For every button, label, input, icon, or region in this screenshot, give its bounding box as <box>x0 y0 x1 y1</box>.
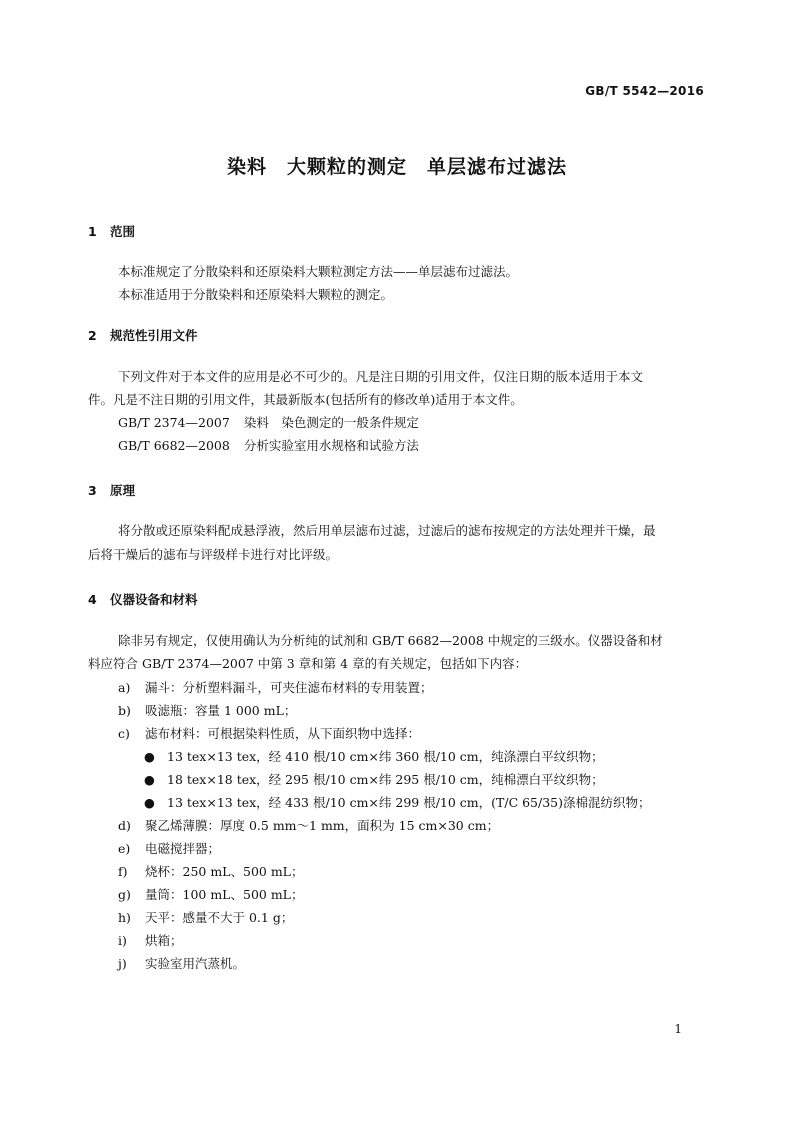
section-3-line-2: 后将干燥后的滤布与评级样卡进行对比评级。 <box>88 547 339 562</box>
list-text: 吸滤瓶：容量 1 000 mL； <box>145 703 297 718</box>
section-title: 原理 <box>110 483 136 498</box>
section-number: 1 <box>88 224 97 239</box>
list-text: 滤布材料：可根据染料性质，从下面织物中选择： <box>145 726 421 741</box>
bullet-icon: ● <box>144 795 155 810</box>
list-text: 聚乙烯薄膜：厚度 0.5 mm～1 mm，面积为 15 cm×30 cm； <box>145 818 500 833</box>
list-marker: f) <box>118 864 128 879</box>
list-marker: g) <box>118 887 131 902</box>
section-4-heading <box>88 590 198 608</box>
bullet-text: 18 tex×18 tex，经 295 根/10 cm×纬 295 根/10 cm，纯棉漂白平纹织物； <box>167 772 604 787</box>
reference-title: 分析实验室用水规格和试验方法 <box>243 438 419 453</box>
section-number: 2 <box>88 328 97 343</box>
list-item <box>118 839 220 857</box>
list-marker: d) <box>118 818 131 833</box>
section-3-line-1: 将分散或还原染料配成悬浮液，然后用单层滤布过滤，过滤后的滤布按规定的方法处理并干燥，最 <box>118 523 656 538</box>
list-item <box>118 885 303 903</box>
section-title: 规范性引用文件 <box>110 328 198 343</box>
list-text: 烧杯：250 mL、500 mL； <box>145 864 304 879</box>
list-item <box>118 931 183 949</box>
bullet-text: 13 tex×13 tex，经 433 根/10 cm×纬 299 根/10 cm，(T/C 65/35)涤棉混纺织物； <box>167 795 651 810</box>
section-2-heading <box>88 326 198 344</box>
reference-code: GB/T 2374—2007 <box>118 415 230 430</box>
list-text: 漏斗：分析塑料漏斗，可夹住滤布材料的专用装置； <box>145 680 433 695</box>
section-title: 范围 <box>110 224 136 239</box>
list-marker: i) <box>118 933 127 948</box>
section-4-line-1: 除非另有规定，仅使用确认为分析纯的试剂和 GB/T 6682—2008 中规定的三级水。仪器设备和材 <box>118 633 663 648</box>
list-item <box>118 862 303 880</box>
list-marker: h) <box>118 910 131 925</box>
list-marker: a) <box>118 680 131 695</box>
section-4-line-2: 料应符合 GB/T 2374—2007 中第 3 章和第 4 章的有关规定，包括如下内容： <box>88 656 528 671</box>
list-text: 天平：感量不大于 0.1 g； <box>145 910 294 925</box>
list-marker: c) <box>118 726 130 741</box>
list-item <box>118 678 433 696</box>
list-item <box>118 724 420 742</box>
list-item <box>118 701 296 719</box>
list-text: 电磁搅拌器； <box>145 841 221 856</box>
list-marker: j) <box>118 956 127 971</box>
reference-code: GB/T 6682—2008 <box>118 438 230 453</box>
list-marker: b) <box>118 703 131 718</box>
list-marker: e) <box>118 841 131 856</box>
bullet-item <box>144 793 651 811</box>
list-text: 量筒：100 mL、500 mL； <box>145 887 304 902</box>
section-1-heading <box>88 222 135 240</box>
section-1-line-2: 本标准适用于分散染料和还原染料大颗粒的测定。 <box>118 287 394 302</box>
section-number: 3 <box>88 483 97 498</box>
reference-title: 染料 染色测定的一般条件规定 <box>243 415 419 430</box>
list-item <box>118 816 499 834</box>
document-title: 染料 大颗粒的测定 单层滤布过滤法 <box>226 156 567 178</box>
list-item <box>118 954 245 972</box>
standard-code: GB/T 5542—2016 <box>585 84 704 98</box>
bullet-item <box>144 747 604 765</box>
section-2-line-1: 下列文件对于本文件的应用是必不可少的。凡是注日期的引用文件，仅注日期的版本适用于本文 <box>118 369 644 384</box>
list-item <box>118 908 293 926</box>
list-text: 烘箱； <box>145 933 183 948</box>
section-number: 4 <box>88 592 97 607</box>
page-number: 1 <box>674 1022 682 1036</box>
section-1-line-1: 本标准规定了分散染料和还原染料大颗粒测定方法——单层滤布过滤法。 <box>118 264 519 279</box>
section-title: 仪器设备和材料 <box>110 592 198 607</box>
bullet-icon: ● <box>144 772 155 787</box>
reference-item <box>118 413 419 431</box>
reference-item <box>118 436 419 454</box>
bullet-item <box>144 770 604 788</box>
section-3-heading <box>88 481 135 499</box>
list-text: 实验室用汽蒸机。 <box>145 956 246 971</box>
section-2-line-2: 件。凡是不注日期的引用文件，其最新版本(包括所有的修改单)适用于本文件。 <box>88 392 523 407</box>
bullet-text: 13 tex×13 tex，经 410 根/10 cm×纬 360 根/10 cm，纯涤漂白平纹织物； <box>167 749 604 764</box>
bullet-icon: ● <box>144 749 155 764</box>
